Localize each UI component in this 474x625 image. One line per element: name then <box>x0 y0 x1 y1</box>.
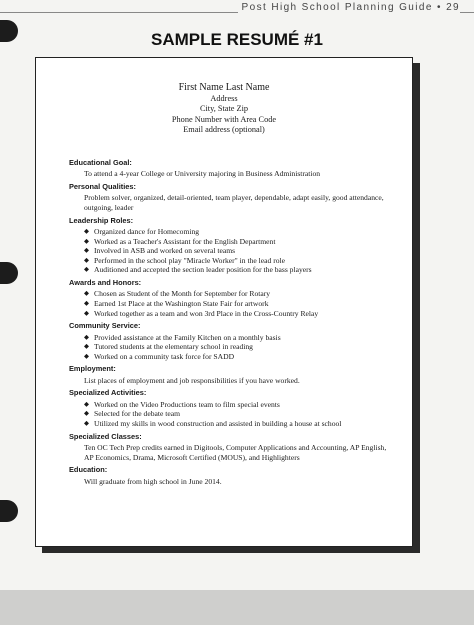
running-head: Post High School Planning Guide • 29 <box>238 2 460 13</box>
section-education <box>69 465 389 486</box>
list-item: ◆ Chosen as Student of the Month for September for Rotary <box>84 289 389 299</box>
list-item: ◆ Auditioned and accepted the section leader position for the bass players <box>84 265 389 275</box>
list-item: ◆ Worked on the Video Productions team to film special events <box>84 400 389 410</box>
list-item: ◆ Worked on a community task force for SADD <box>84 352 389 362</box>
contact-address: Address <box>210 94 238 103</box>
list-item: ◆ Earned 1st Place at the Washington State Fair for artwork <box>84 299 389 309</box>
list-item: ◆ Utilized my skills in wood construction and assisted in building a house at school <box>84 419 389 429</box>
binder-hole-bottom <box>0 500 18 522</box>
section-heading: Educational Goal: <box>69 158 132 167</box>
section-personal-qualities <box>69 182 389 213</box>
list-item: ◆ Worked as a Teacher's Assistant for the English Department <box>84 237 389 247</box>
section-heading: Community Service: <box>69 321 141 331</box>
section-awards-honors <box>69 278 389 318</box>
section-heading: Specialized Activities: <box>69 388 147 398</box>
bullet-list <box>69 227 389 275</box>
page-title: SAMPLE RESUMÉ #1 <box>151 30 323 49</box>
list-item: ◆ Tutored students at the elementary school in reading <box>84 342 389 352</box>
section-text: Ten OC Tech Prep credits earned in Digitools, Computer Applications and Accounting, AP English, AP Economics, Drama, Microsoft Certified (MOUS), and Highlighters <box>84 442 387 462</box>
contact-city: City, State Zip <box>199 104 249 114</box>
section-heading: Specialized Classes: <box>69 431 142 441</box>
section-heading: Personal Qualities: <box>69 182 136 191</box>
section-heading: Awards and Honors: <box>69 277 142 287</box>
bullet-list <box>69 400 389 429</box>
list-item: ◆ Involved in ASB and worked on several teams <box>84 246 389 256</box>
resume-sheet <box>35 57 413 547</box>
section-text: List places of employment and job responsibilities if you have worked. <box>84 375 300 385</box>
section-text: To attend a 4-year College or University majoring in Business Administration <box>84 169 321 179</box>
section-leadership-roles <box>69 216 389 275</box>
resume-body <box>69 158 389 489</box>
list-item: ◆ Selected for the debate team <box>84 409 389 419</box>
contact-name: First Name Last Name <box>178 82 270 93</box>
section-text: Will graduate from high school in June 2014. <box>84 476 222 486</box>
list-item: ◆ Organized dance for Homecoming <box>84 227 389 237</box>
list-item: ◆ Performed in the school play "Miracle Worker" in the lead role <box>84 256 389 266</box>
section-specialized-activities <box>69 388 389 428</box>
list-item: ◆ Provided assistance at the Family Kitchen on a monthly basis <box>84 333 389 343</box>
section-heading: Leadership Roles: <box>69 215 134 225</box>
contact-block <box>36 82 412 136</box>
bullet-list <box>69 289 389 318</box>
list-item: ◆ Worked together as a team and won 3rd Place in the Cross-Country Relay <box>84 309 389 319</box>
section-educational-goal <box>69 158 389 179</box>
section-employment <box>69 364 389 385</box>
section-specialized-classes <box>69 432 389 463</box>
section-community-service <box>69 321 389 361</box>
contact-phone: Phone Number with Area Code <box>171 114 277 124</box>
section-heading: Education: <box>69 465 108 475</box>
binder-hole-middle <box>0 262 18 284</box>
contact-email: Email address (optional) <box>183 125 265 135</box>
scan-bottom-edge <box>0 590 474 625</box>
bullet-list <box>69 333 389 362</box>
section-heading: Employment: <box>69 364 116 374</box>
section-text: Problem solver, organized, detail-oriented, team player, dependable, adapt easily, good attendance, outgoing, leader <box>84 193 384 212</box>
